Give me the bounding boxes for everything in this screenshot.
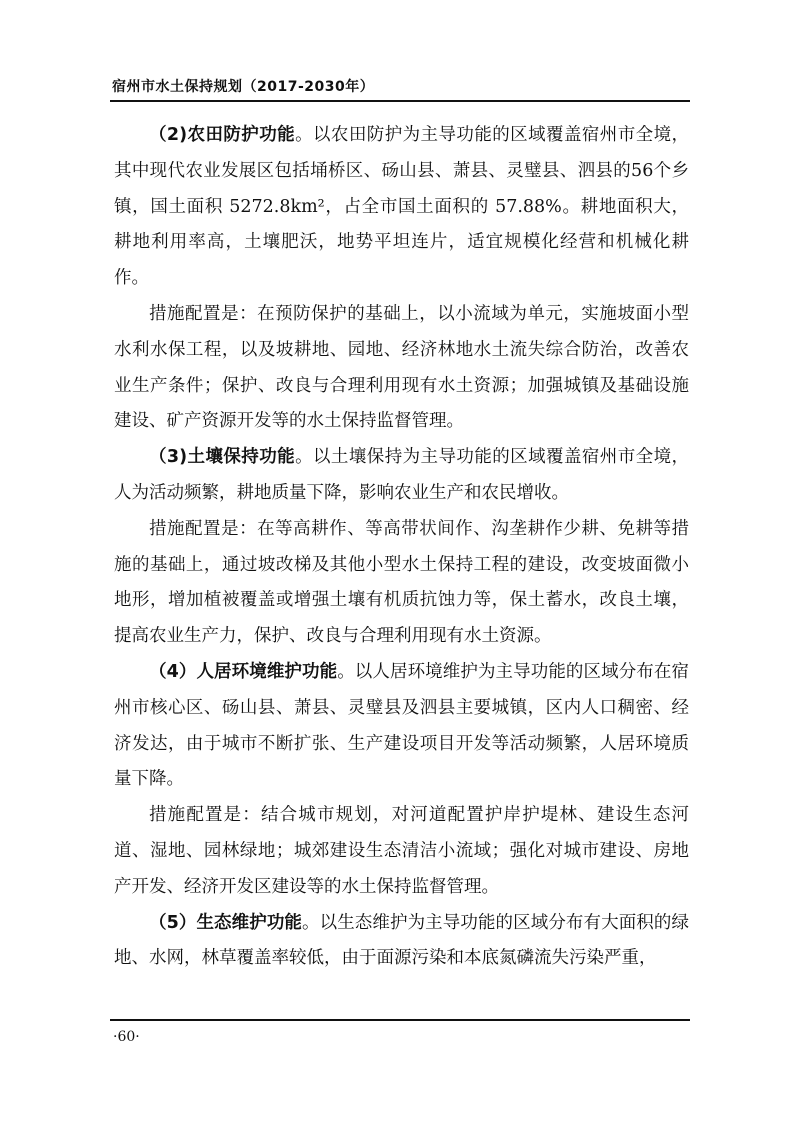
paragraph-text: 。以人居环境维护为主导功能的区域分布在宿州市核心区、砀山县、萧县、灵璧县及泗县主要城镇，区内人口稠密、经济发达，由于城市不断扩张、生产建设项目开发等活动频繁，人居环境质量下降。 bbox=[114, 661, 689, 790]
paragraph-human-settlement bbox=[114, 655, 689, 798]
paragraph-measures-settlement bbox=[114, 798, 689, 905]
paragraph-farmland-protection bbox=[114, 118, 689, 297]
running-header: 宿州市水土保持规划（2017-2030年） bbox=[112, 79, 375, 95]
section-heading: （2)农田防护功能 bbox=[149, 125, 296, 145]
paragraph-text: 。以农田防护为主导功能的区域覆盖宿州市全境，其中现代农业发展区包括埇桥区、砀山县、萧县、灵璧县、泗县的56个乡镇，国土面积 5272.8km²，占全市国土面积的 57.88%。耕地面积大，耕地利用率高，土壤肥沃，地势平坦连片，适宜规模化经营和机械化耕作。 bbox=[114, 125, 689, 289]
paragraph-text: 。以土壤保持为主导功能的区域覆盖宿州市全境，人为活动频繁，耕地质量下降，影响农业生产和农民增收。 bbox=[114, 447, 689, 503]
paragraph-text: 措施配置是：在预防保护的基础上，以小流域为单元，实施坡面小型水利水保工程，以及坡耕地、园地、经济林地水土流失综合防治，改善农业生产条件；保护、改良与合理利用现有水土资源；加强城镇及基础设施建设、矿产资源开发等的水土保持监督管理。 bbox=[114, 303, 689, 432]
section-heading: （5）生态维护功能 bbox=[149, 912, 303, 933]
paragraph-measures-soil bbox=[114, 512, 689, 655]
paragraph-soil-conservation bbox=[114, 440, 689, 512]
paragraph-text: 措施配置是：结合城市规划，对河道配置护岸护堤林、建设生态河道、湿地、园林绿地；城郊建设生态清洁小流域；强化对城市建设、房地产开发、经济开发区建设等的水土保持监督管理。 bbox=[114, 805, 689, 897]
footer-rule bbox=[110, 1019, 690, 1021]
paragraph-text: 。以生态维护为主导功能的区域分布有大面积的绿地、水网，林草覆盖率较低，由于面源污染和本底氮磷流失污染严重， bbox=[114, 912, 689, 969]
paragraph-ecological-maintenance bbox=[114, 906, 689, 978]
section-heading: （4）人居环境维护功能 bbox=[149, 661, 338, 682]
paragraph-text: 措施配置是：在等高耕作、等高带状间作、沟垄耕作少耕、免耕等措施的基础上，通过坡改梯及其他小型水土保持工程的建设，改变坡面微小地形，增加植被覆盖或增强土壤有机质抗蚀力等，保土蓄水，改良土壤，提高农业生产力，保护、改良与合理利用现有水土资源。 bbox=[114, 518, 689, 647]
page-number: ·60· bbox=[113, 1029, 140, 1045]
header-rule bbox=[110, 100, 690, 102]
section-heading: （3)土壤保持功能 bbox=[149, 447, 296, 468]
body-text bbox=[114, 118, 689, 977]
paragraph-measures-farmland bbox=[114, 297, 689, 440]
